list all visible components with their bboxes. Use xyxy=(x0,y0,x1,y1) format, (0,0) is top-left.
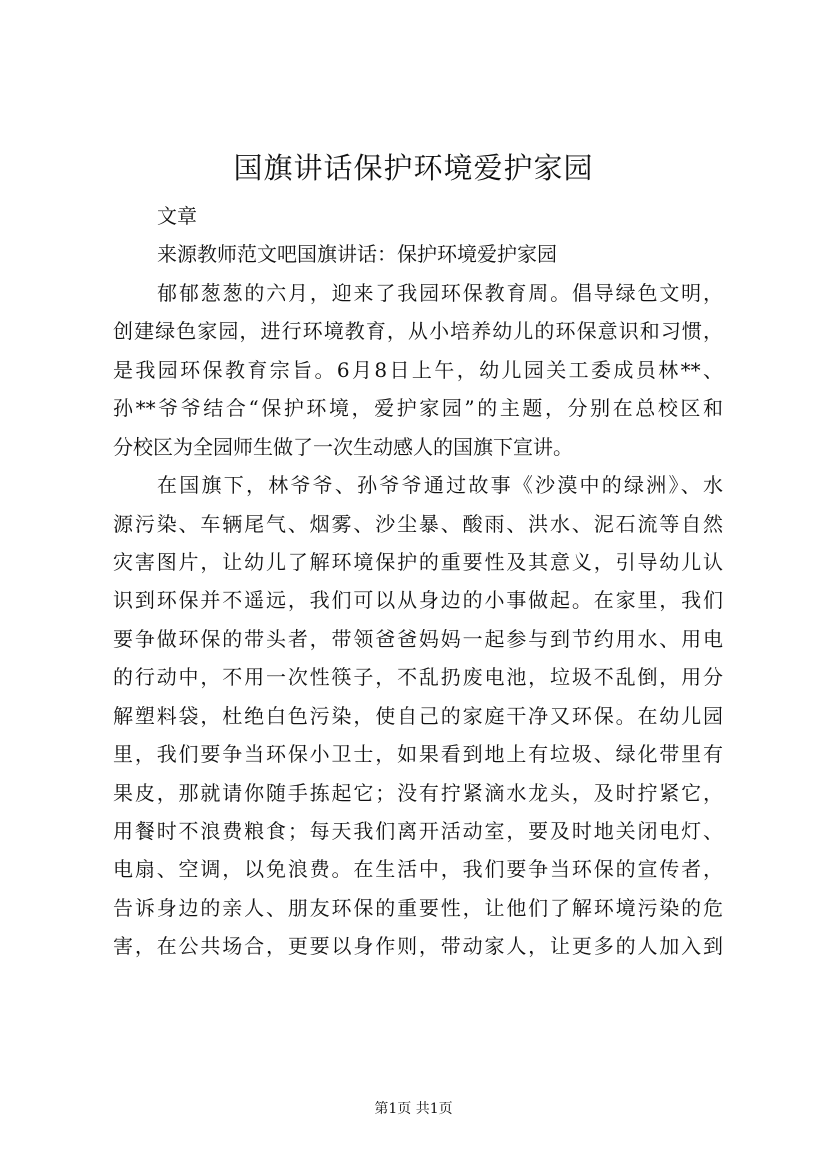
document-title: 国旗讲话保护环境爱护家园 xyxy=(233,151,594,185)
paragraph-line: 电扇、空调，以免浪费。在生活中，我们要争当环保的宣传者， xyxy=(113,857,723,882)
paragraph-line: 果皮，那就请你随手拣起它；没有拧紧滴水龙头，及时拧紧它， xyxy=(113,780,723,805)
document-body xyxy=(113,197,723,966)
paragraph-line: 在国旗下，林爷爷、孙爷爷通过故事《沙漠中的绿洲》、水 xyxy=(157,473,723,498)
paragraph-line: 里，我们要争当环保小卫士，如果看到地上有垃圾、绿化带里有 xyxy=(113,742,723,767)
paragraph-line: 告诉身边的亲人、朋友环保的重要性，让他们了解环境污染的危 xyxy=(113,895,723,920)
paragraph-line: 灾害图片，让幼儿了解环境保护的重要性及其意义，引导幼儿认 xyxy=(113,549,723,574)
paragraph-line: 识到环保并不遥远，我们可以从身边的小事做起。在家里，我们 xyxy=(113,588,723,613)
paragraph-line: 孙**爷爷结合“保护环境，爱护家园”的主题，分别在总校区和 xyxy=(113,396,723,421)
paragraph-line: 源污染、车辆尾气、烟雾、沙尘暴、酸雨、洪水、泥石流等自然 xyxy=(113,511,723,536)
paragraph-line: 是我园环保教育宗旨。6月8日上午，幼儿园关工委成员林**、 xyxy=(113,357,723,382)
paragraph-line: 害，在公共场合，更要以身作则，带动家人，让更多的人加入到 xyxy=(113,934,723,959)
paragraph-line: 用餐时不浪费粮食；每天我们离开活动室，要及时地关闭电灯、 xyxy=(113,819,723,843)
paragraph-line: 郁郁葱葱的六月，迎来了我园环保教育周。倡导绿色文明， xyxy=(157,280,723,305)
paragraph-line: 解塑料袋，杜绝白色污染，使自己的家庭干净又环保。在幼儿园 xyxy=(113,703,723,728)
paragraph-line: 来源教师范文吧国旗讲话：保护环境爱护家园 xyxy=(157,242,557,267)
paragraph-line: 要争做环保的带头者，带领爸爸妈妈一起参与到节约用水、用电 xyxy=(113,626,723,651)
page-footer: 第1页 共1页 xyxy=(374,1101,453,1117)
paragraph-line: 创建绿色家园，进行环境教育，从小培养幼儿的环保意识和习惯， xyxy=(113,319,723,344)
paragraph-line: 文章 xyxy=(157,204,197,228)
paragraph-line: 分校区为全园师生做了一次生动感人的国旗下宣讲。 xyxy=(113,434,573,459)
paragraph-line: 的行动中，不用一次性筷子，不乱扔废电池，垃圾不乱倒，用分 xyxy=(113,665,723,690)
